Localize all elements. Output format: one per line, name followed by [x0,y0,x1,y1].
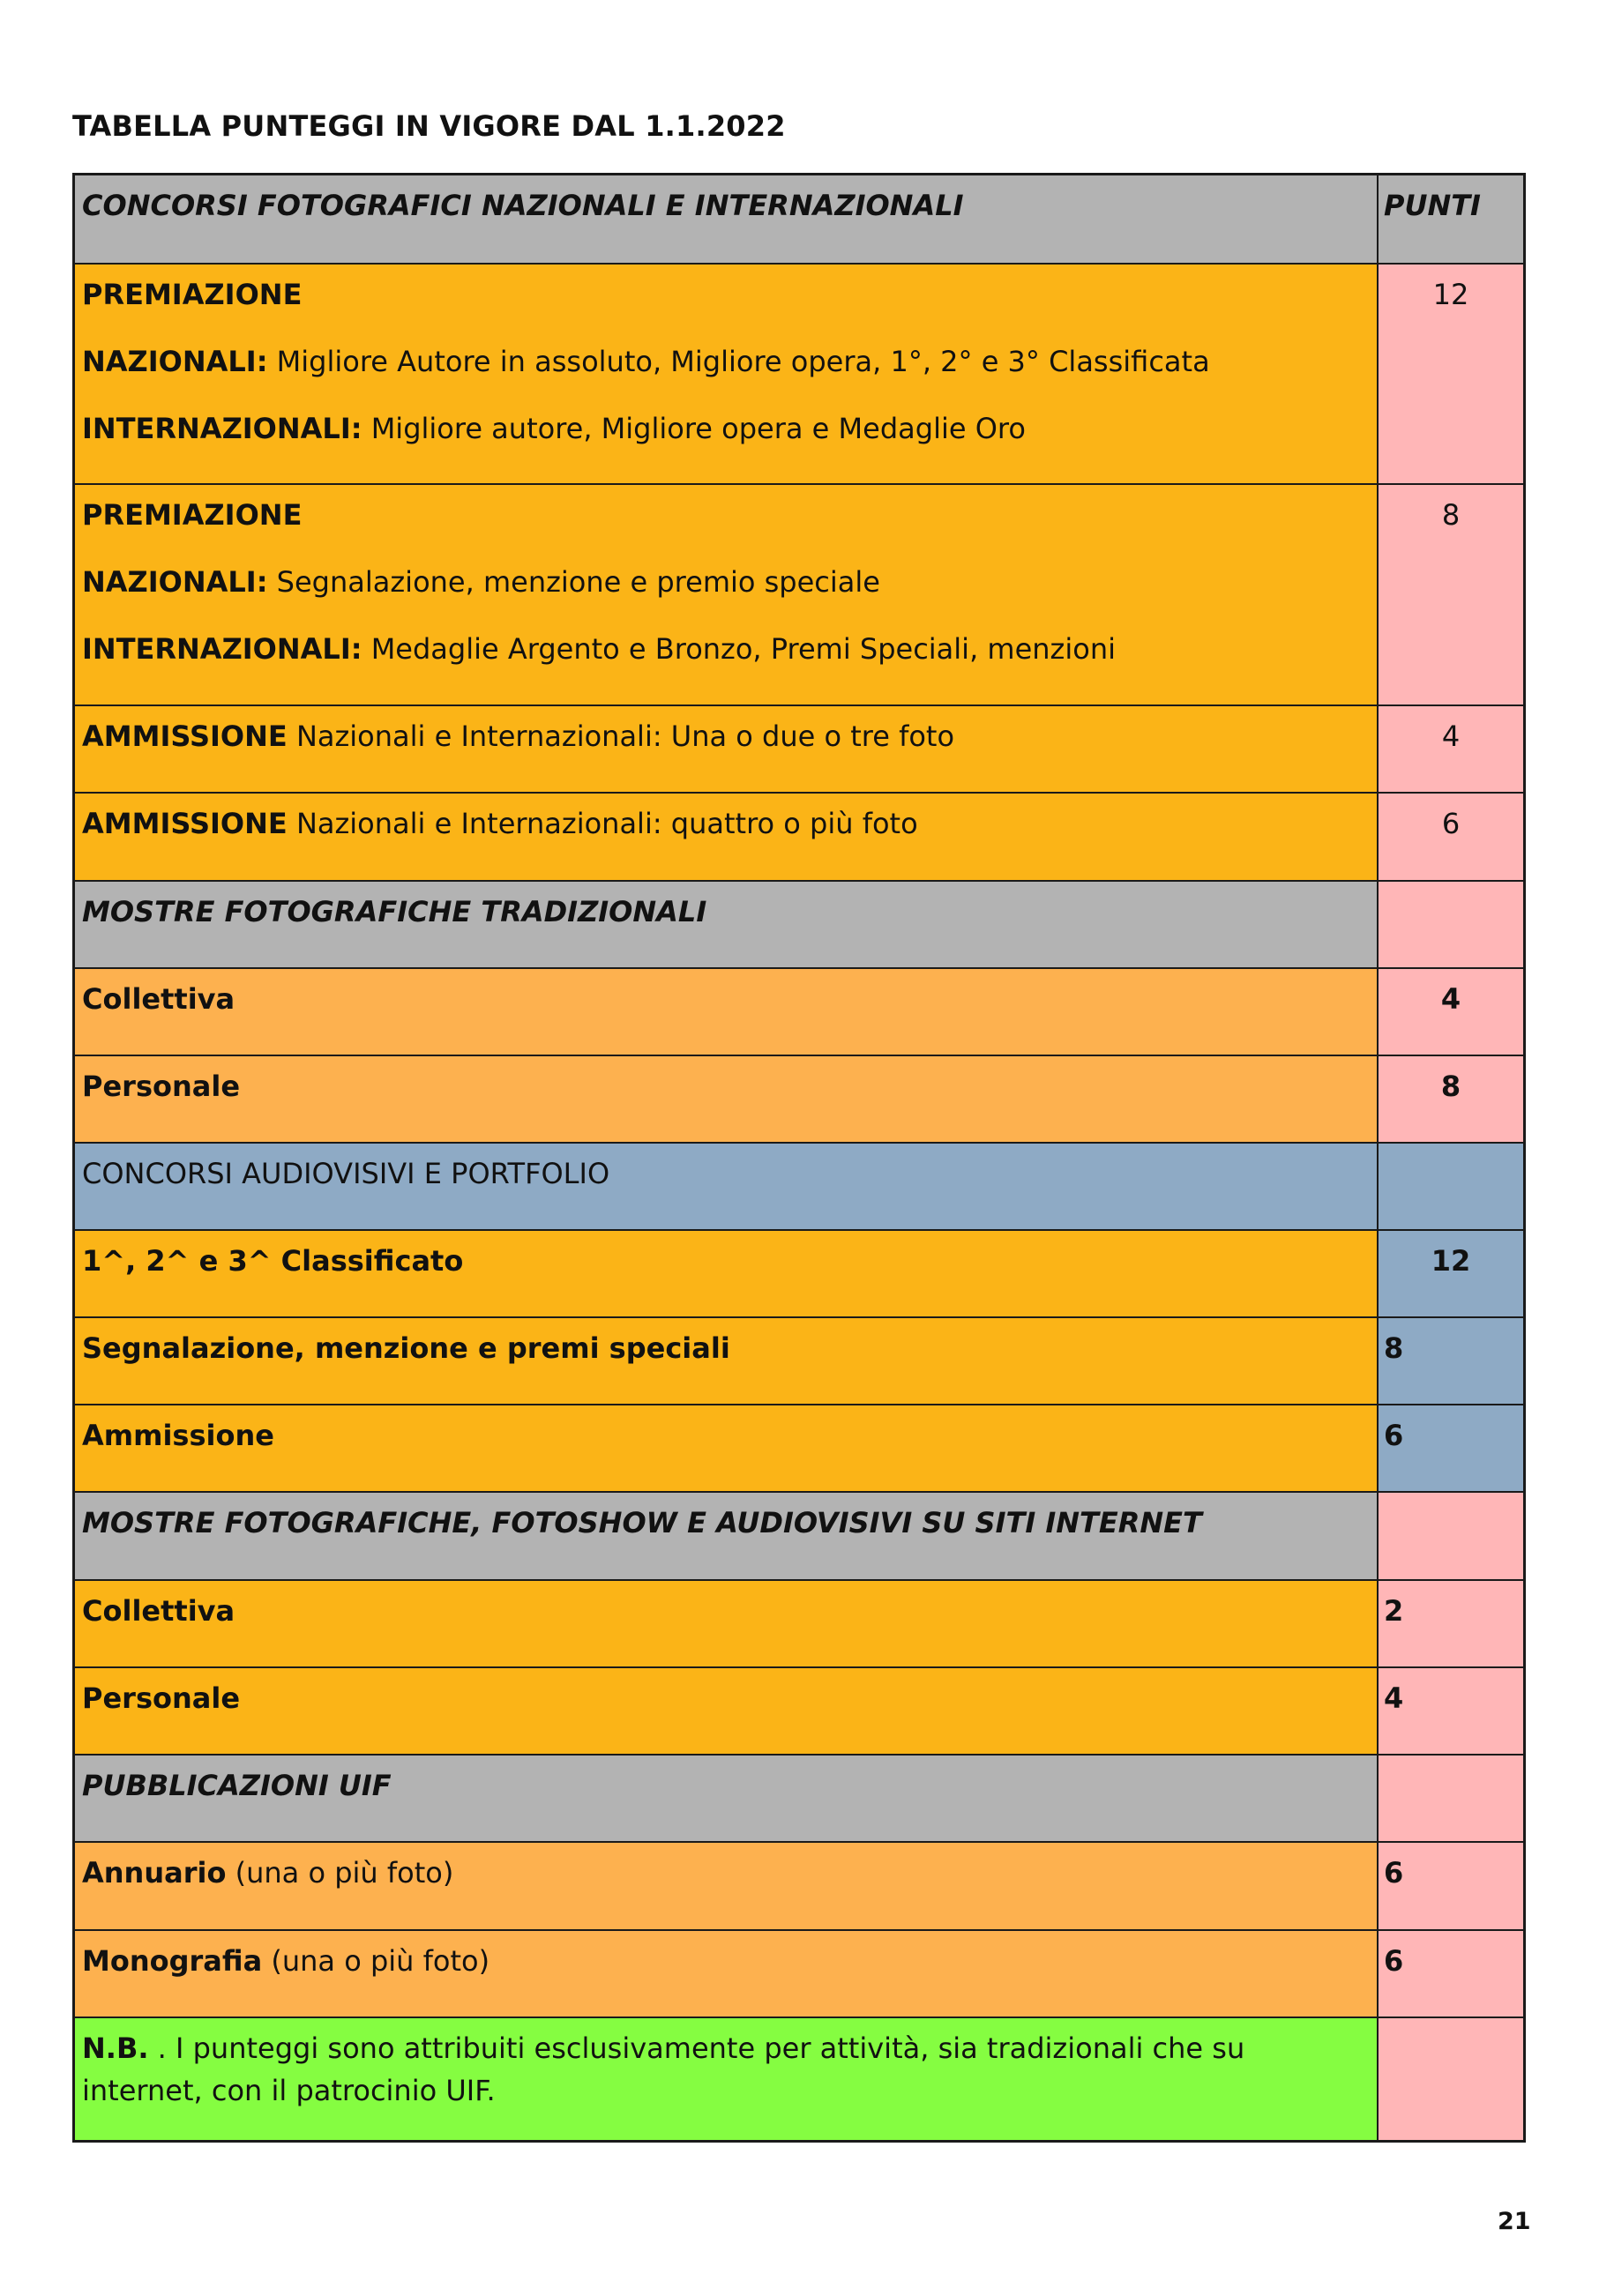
row-description: AMMISSIONE Nazionali e Internazionali: Una o due o tre foto [75,706,1379,792]
points-table [72,173,1526,2143]
row-description: 1^, 2^ e 3^ Classificato [75,1231,1379,1316]
row-description: Personale [75,1056,1379,1142]
table-row [75,1579,1523,1666]
row-national-line: NAZIONALI: Segnalazione, menzione e premio speciale [82,565,880,599]
row-points-empty [1379,1144,1523,1229]
section-header-internet-exhibitions: MOSTRE FOTOGRAFICHE, FOTOSHOW E AUDIOVISIVI SU SITI INTERNET [75,1493,1379,1579]
row-points: 6 [1379,1843,1523,1929]
page-number: 21 [1498,2208,1531,2235]
table-row [75,1055,1523,1142]
section-header-audiovisual-portfolio: CONCORSI AUDIOVISIVI E PORTFOLIO [75,1144,1379,1229]
row-points: 12 [1379,1231,1523,1316]
table-row [75,483,1523,704]
row-description: Personale [75,1668,1379,1754]
row-description: Monografia (una o più foto) [75,1931,1379,2016]
row-description: Ammissione [75,1405,1379,1491]
table-row [75,967,1523,1055]
points-column-header: PUNTI [1379,175,1523,263]
row-description: AMMISSIONE Nazionali e Internazionali: quattro o più foto [75,794,1379,880]
document-title: TABELLA PUNTEGGI IN VIGORE DAL 1.1.2022 [72,109,786,143]
row-points-empty [1379,1493,1523,1579]
row-points: 8 [1379,1318,1523,1404]
table-header-row [75,175,1523,263]
table-row [75,1929,1523,2016]
section-row [75,880,1523,967]
row-points: 12 [1379,265,1523,483]
table-row [75,1229,1523,1316]
section-row [75,1754,1523,1841]
table-row [75,792,1523,880]
table-row [75,1841,1523,1929]
row-points: 4 [1379,706,1523,792]
row-points: 6 [1379,794,1523,880]
table-row [75,1404,1523,1491]
row-description: Segnalazione, menzione e premi speciali [75,1318,1379,1404]
row-national-line: NAZIONALI: Migliore Autore in assoluto, Migliore opera, 1°, 2° e 3° Classificata [82,345,1210,378]
table-row [75,1316,1523,1404]
row-points: 2 [1379,1581,1523,1666]
row-heading: PREMIAZIONE [82,278,303,311]
note-text: N.B. . I punteggi sono attribuiti esclusivamente per attività, sia tradizionali che su internet, con il patrocinio UIF. [75,2018,1379,2140]
section-row [75,1142,1523,1229]
row-points: 8 [1379,485,1523,704]
row-international-line: INTERNAZIONALI: Medaglie Argento e Bronzo, Premi Speciali, menzioni [82,632,1116,666]
row-heading: PREMIAZIONE [82,498,303,532]
table-row [75,1666,1523,1754]
row-international-line: INTERNAZIONALI: Migliore autore, Migliore opera e Medaglie Oro [82,412,1026,445]
section-header-photo-contests: CONCORSI FOTOGRAFICI NAZIONALI E INTERNAZIONALI [75,175,1379,263]
row-description: Collettiva [75,969,1379,1055]
section-header-traditional-exhibitions: MOSTRE FOTOGRAFICHE TRADIZIONALI [75,882,1379,967]
table-row [75,704,1523,792]
row-description: Annuario (una o più foto) [75,1843,1379,1929]
row-points: 4 [1379,969,1523,1055]
section-header-uif-publications: PUBBLICAZIONI UIF [75,1756,1379,1841]
row-points: 6 [1379,1931,1523,2016]
row-description [75,485,1379,704]
row-points: 8 [1379,1056,1523,1142]
section-row [75,1491,1523,1579]
row-points-empty [1379,1756,1523,1841]
row-description: Collettiva [75,1581,1379,1666]
table-row [75,263,1523,483]
note-row [75,2016,1523,2140]
row-description [75,265,1379,483]
row-points-empty [1379,2018,1523,2140]
row-points: 4 [1379,1668,1523,1754]
row-points: 6 [1379,1405,1523,1491]
row-points-empty [1379,882,1523,967]
